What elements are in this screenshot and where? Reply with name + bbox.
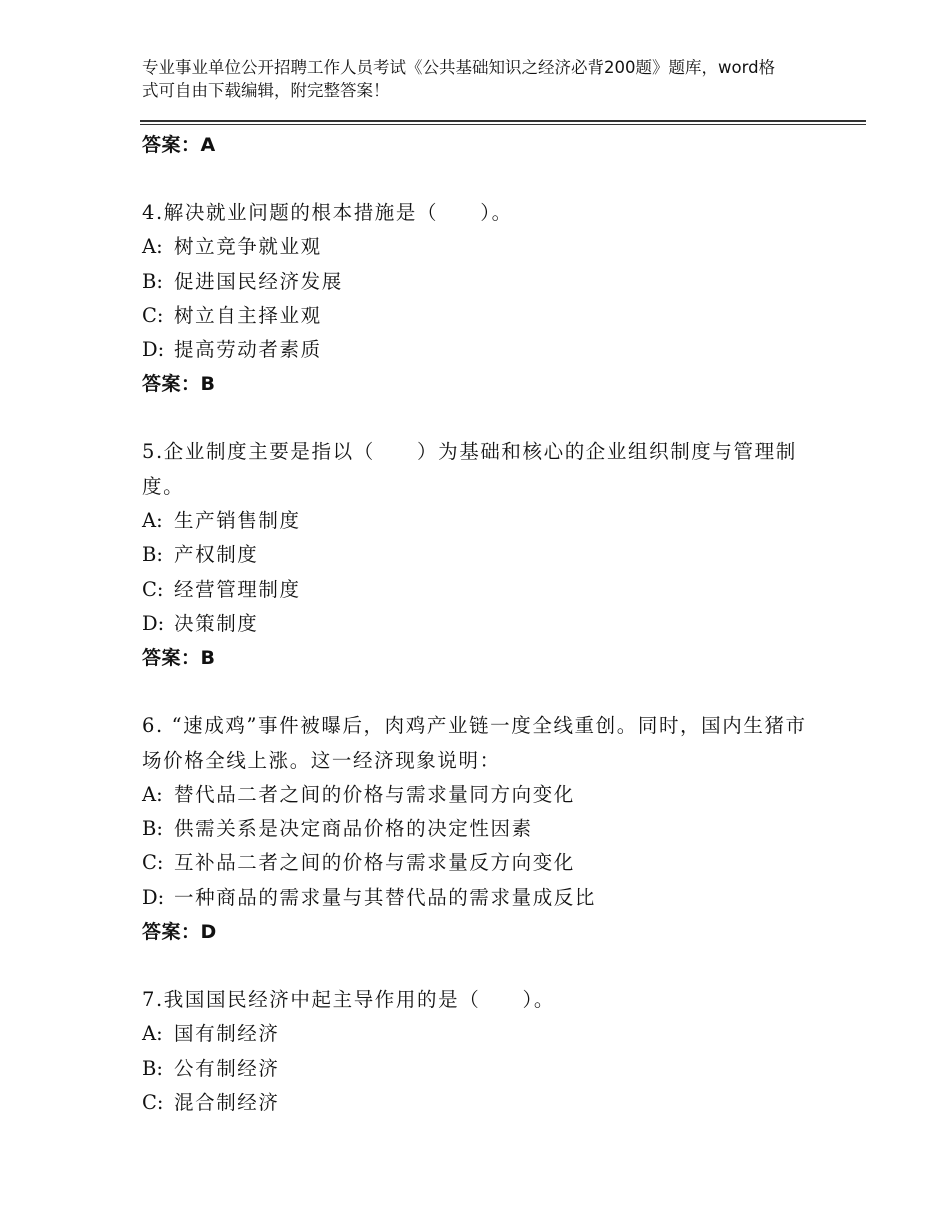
option-key: D:	[142, 611, 165, 635]
option-a	[142, 504, 822, 538]
option-text: 产权制度	[174, 543, 259, 567]
option-a	[142, 230, 822, 264]
option-c	[142, 846, 822, 880]
header-divider	[140, 120, 866, 125]
answer-line: 答案：D	[142, 921, 217, 944]
option-key: D:	[142, 338, 165, 362]
question-4	[142, 196, 822, 401]
option-text: 国有制经济	[174, 1022, 280, 1046]
option-key: A:	[142, 235, 163, 259]
option-text: 树立竞争就业观	[174, 235, 322, 259]
answer-line: 答案：B	[142, 647, 216, 670]
option-text: 供需关系是决定商品价格的决定性因素	[174, 817, 533, 841]
option-b	[142, 812, 822, 846]
option-key: B:	[142, 269, 163, 293]
question-text: 7.我国国民经济中起主导作用的是（ ）。	[142, 988, 555, 1012]
option-c	[142, 1086, 822, 1120]
option-key: B:	[142, 817, 163, 841]
option-key: D:	[142, 885, 165, 909]
option-b	[142, 1052, 822, 1086]
option-text: 提高劳动者素质	[174, 338, 322, 362]
option-b	[142, 265, 822, 299]
question-text: 6. “速成鸡”事件被曝后，肉鸡产业链一度全线重创。同时，国内生猪市场价格全线上涨。这一经济现象说明：	[142, 714, 807, 772]
option-c	[142, 573, 822, 607]
question-text: 5.企业制度主要是指以（ ）为基础和核心的企业组织制度与管理制度。	[142, 440, 797, 498]
question-text: 4.解决就业问题的根本措施是（ ）。	[142, 201, 513, 224]
option-b	[142, 538, 822, 572]
option-text: 替代品二者之间的价格与需求量同方向变化	[174, 782, 575, 806]
option-key: A:	[142, 782, 163, 806]
answer-line: 答案：B	[142, 373, 216, 396]
answer-line: 答案：A	[142, 134, 216, 156]
option-text: 生产销售制度	[174, 509, 301, 533]
option-key: B:	[142, 543, 163, 567]
question-7	[142, 983, 822, 1120]
option-text: 决策制度	[174, 611, 259, 635]
option-text: 树立自主择业观	[174, 303, 322, 327]
option-text: 混合制经济	[174, 1090, 280, 1114]
option-a	[142, 1017, 822, 1051]
option-d	[142, 333, 822, 367]
option-text: 公有制经济	[174, 1056, 280, 1080]
option-text: 互补品二者之间的价格与需求量反方向变化	[174, 851, 575, 875]
option-key: C:	[142, 1090, 164, 1114]
question-6	[142, 709, 822, 949]
option-d	[142, 607, 822, 641]
option-key: C:	[142, 851, 164, 875]
question-list	[142, 128, 822, 1120]
option-key: B:	[142, 1056, 163, 1080]
option-key: A:	[142, 1022, 163, 1046]
page-header: 专业事业单位公开招聘工作人员考试《公共基础知识之经济必背200题》题库，word格式可自由下载编辑，附完整答案！	[142, 58, 776, 100]
question-5	[142, 435, 822, 675]
option-text: 促进国民经济发展	[174, 269, 343, 293]
option-d	[142, 881, 822, 915]
option-key: A:	[142, 509, 163, 533]
option-text: 经营管理制度	[174, 577, 301, 601]
option-text: 一种商品的需求量与其替代品的需求量成反比	[174, 885, 597, 909]
option-a	[142, 778, 822, 812]
option-key: C:	[142, 577, 164, 601]
option-key: C:	[142, 303, 164, 327]
option-c	[142, 299, 822, 333]
